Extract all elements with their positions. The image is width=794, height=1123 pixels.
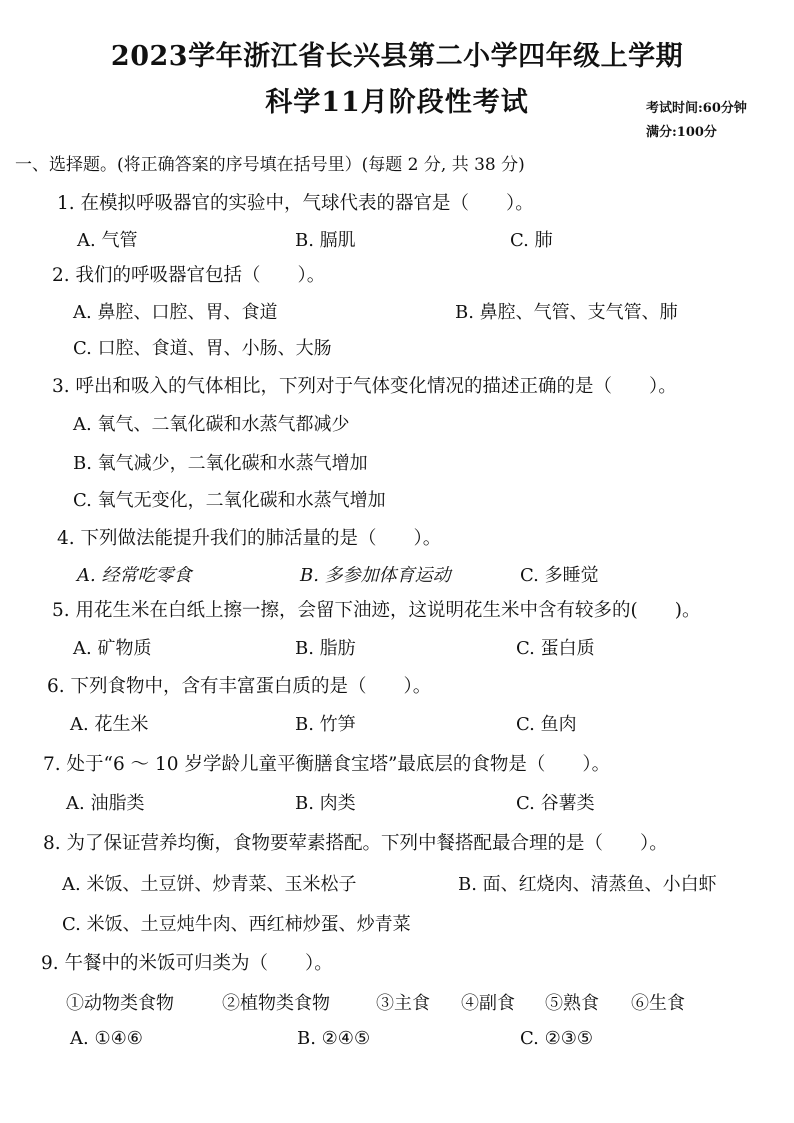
question-6-stem: 6. 下列食物中，含有丰富蛋白质的是（ ）。 [47, 676, 432, 697]
question-1-stem: 1. 在模拟呼吸器官的实验中，气球代表的器官是（ ）。 [57, 193, 534, 214]
question-9-choice-4: ④副食 [461, 993, 515, 1014]
question-6-option-c: C. 鱼肉 [516, 714, 577, 735]
question-4-option-c: C. 多睡觉 [520, 565, 599, 586]
question-7-option-b: B. 肉类 [295, 793, 356, 814]
question-2-stem: 2. 我们的呼吸器官包括（ ）。 [52, 265, 326, 286]
question-5-option-c: C. 蛋白质 [516, 638, 595, 659]
question-1-option-c: C. 肺 [510, 230, 553, 251]
question-4-stem: 4. 下列做法能提升我们的肺活量的是（ ）。 [57, 528, 442, 549]
question-9-option-b: B. ②④⑤ [297, 1028, 371, 1049]
question-7-option-a: A. 油脂类 [66, 793, 145, 814]
exam-time: 考试时间:60分钟 [646, 101, 747, 116]
question-5-stem: 5. 用花生米在白纸上擦一擦，会留下油迹，这说明花生米中含有较多的( )。 [52, 600, 701, 621]
question-8-option-b: B. 面、红烧肉、清蒸鱼、小白虾 [458, 874, 717, 895]
question-2-option-a: A. 鼻腔、口腔、胃、食道 [73, 302, 278, 323]
exam-title-line2: 科学11月阶段性考试 [265, 87, 529, 118]
question-7-stem: 7. 处于“6 ～ 10 岁学龄儿童平衡膳食宝塔”最底层的食物是（ ）。 [43, 754, 611, 775]
question-3-option-b: B. 氧气减少，二氧化碳和水蒸气增加 [73, 453, 368, 474]
question-9-option-c: C. ②③⑤ [520, 1028, 593, 1049]
question-8-stem: 8. 为了保证营养均衡，食物要荤素搭配。下列中餐搭配最合理的是（ ）。 [43, 833, 668, 854]
question-1-option-a: A. 气管 [77, 230, 138, 251]
question-9-choice-3: ③主食 [376, 993, 430, 1014]
question-9-option-a: A. ①④⑥ [70, 1028, 143, 1049]
question-2-option-c: C. 口腔、食道、胃、小肠、大肠 [73, 338, 332, 359]
question-1-option-b: B. 膈肌 [295, 230, 356, 251]
question-4-option-b: B. 多参加体育运动 [300, 565, 451, 586]
question-7-option-c: C. 谷薯类 [516, 793, 595, 814]
question-6-option-b: B. 竹笋 [295, 714, 356, 735]
exam-title-line1: 2023学年浙江省长兴县第二小学四年级上学期 [110, 41, 684, 72]
question-5-option-a: A. 矿物质 [73, 638, 152, 659]
question-4-option-a: A. 经常吃零食 [77, 565, 192, 586]
question-6-option-a: A. 花生米 [70, 714, 149, 735]
question-5-option-b: B. 脂肪 [295, 638, 356, 659]
question-3-option-a: A. 氧气、二氧化碳和水蒸气都减少 [73, 414, 350, 435]
question-3-stem: 3. 呼出和吸入的气体相比，下列对于气体变化情况的描述正确的是（ ）。 [52, 376, 677, 397]
question-8-option-c: C. 米饭、土豆炖牛肉、西红柿炒蛋、炒青菜 [62, 914, 411, 935]
question-2-option-b: B. 鼻腔、气管、支气管、肺 [455, 302, 678, 323]
question-9-choice-6: ⑥生食 [631, 993, 685, 1014]
question-9-choice-2: ②植物类食物 [222, 993, 330, 1014]
question-9-choice-5: ⑤熟食 [545, 993, 599, 1014]
question-8-option-a: A. 米饭、土豆饼、炒青菜、玉米松子 [62, 874, 357, 895]
question-3-option-c: C. 氧气无变化，二氧化碳和水蒸气增加 [73, 490, 386, 511]
question-9-choice-1: ①动物类食物 [66, 993, 174, 1014]
exam-full-score: 满分:100分 [646, 125, 717, 140]
section-title: 一、选择题。(将正确答案的序号填在括号里）(每题 2 分, 共 38 分) [15, 155, 525, 175]
question-9-stem: 9. 午餐中的米饭可归类为（ ）。 [41, 953, 333, 974]
